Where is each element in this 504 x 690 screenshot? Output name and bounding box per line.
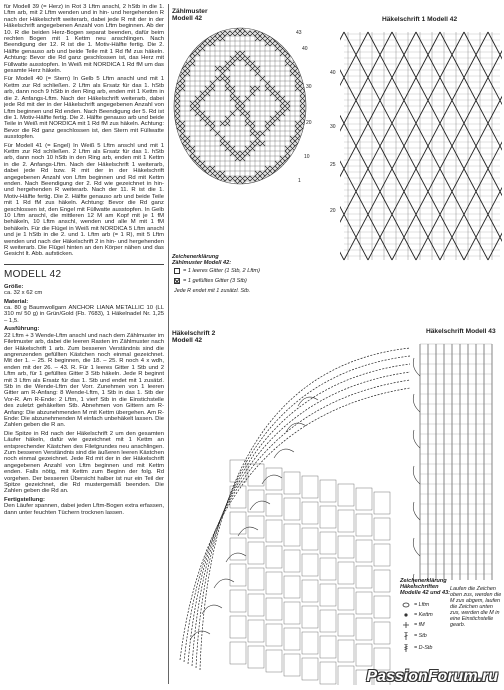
single-crochet-icon [402, 622, 410, 628]
execution-text: 22 Lftm + 3 Wende-Lftm anschl und nach dem Zählmuster im Filetmuster arb, dabei die leeren Rasten im Zählmuster nach der Häkelschrift 1 arb. Zum besseren Verständnis sind die angrenzenden gefüllten Kästchen noch einmal gezeichnet. Mit der 1. – 25. R beginnen, die 18. – 25. R noch 4 x wdh, enden mit der 26. – 43. R. Für 1 leeres Gitter 1 Stb und 2 Lftm arb, für 1 gefülltes Gitter 3 Stb häkeln. Jede R beginnt mit 3 Lftm als Ersatz für das 1. Stb und endet mit 1 zusätzl. Stb in die Wende-Lftm der Vorr. Zunehmen von 1 leeren Gitter am R-Anfang: 8 Wende-Lftm, 1 Stb in das 1. Stb der Vor-R. Am R-Ende: 2 Lftm, 1 vierf Stb in die Einstichstelle des zuletzt gehäkelten Stb. Abnehmen von Gittern am R-Anfang: Die abzunehmenden M mit Kettm übergehen. Am R-Ende: Die abzunehmenden M einfach unbehäkelt lassen. Die Zahlen geben die R an. [4, 332, 164, 429]
crossed-square-icon [174, 278, 180, 284]
model-42-heading: MODELL 42 [4, 264, 164, 280]
slip-stitch-icon [402, 612, 410, 618]
legend-note: Jede R endet mit 1 zusätzl. Stb. [174, 288, 251, 294]
instructions-model-40: Für Modell 40 (= Stern) In Gelb 5 Lftm anschl und mit 1 Kettm zur Rd schließen. 2 Lftm als Ersatz für das 1. hStb arb, dann noch 9 hStb in den Ring arb, enden mit 1 Kettm in die 2. Anfangs-Lftm. Nach der Häkelschrift weiterarb, dabei jede Rd mit der in der Häkelschrift angegebenen Anzahl von Lftm beginnen und Rd enden. Nach Beendigung der 5. Rd ist die 1. Motiv-Hälfte fertig. Die 2. Hälfte genauso arb und beide Teile in Weiß mit NORDICA mit 1 Rd fM zus häkeln. Achtung: Bevor die Rd ganz geschlossen ist, den Stern mit Füllwatte ausstopfen. [4, 76, 164, 141]
size-value: ca. 32 x 62 cm [4, 290, 43, 297]
chart-title [172, 8, 208, 23]
chart-row-num: 43 [296, 30, 302, 36]
crochet-chart-1-title: Häkelschrift 1 Modell 42 [382, 16, 458, 23]
chart-title-line1: Zählmuster [172, 8, 208, 15]
finishing-label: Fertigstellung: [4, 496, 45, 503]
instructions-model-41: Für Modell 41 (= Engel) In Weiß 5 Lftm anschl und mit 1 Kettm zur Rd schließen. 2 Lftm als Ersatz für das 1. hStb arb, dann noch 10 hStb in den Ring arb, enden mit 1 Kettm in die 2. Anfangs-Lftm. Nach der Häkelschrift 1 weiterarb, dabei jede Rd bzw. R mit der in der Häkelschrift angegebenen Anzahl von Lftm beginnen und Rd mit Kettm enden. Nach Beendigung der 2. Rd wie gezeichnet in hin- und hergehenden R weiterarb. Nach der 11. R ist die 1. Motiv-Hälfte fertig. Die 2. Hälfte genauso arb und beide Teile mit 1 Rd fM zus häkeln. Achtung: Bevor die Rd ganz geschlossen ist, den Engel mit Füllwatte ausstopfen. In Gelb 10 Lftm anschl, die mittleren 12 M am Kopf mit je 1 fM behäkeln, 10 Lftm anschl, wenden und alle M mit 1 fM behäkeln. Für die Flügel in Weiß mit NORDICA 5 Lftm anschl und je 1 hStb in die 2. und 1. Lftm arb (= 1 R), mit 5 Lftm wenden und nach der Häkelschrift 2 in hin- und hergehenden R weiterarb. Die Flügel hinten an den Körper nähen und das Gesicht lt. Abb. aufsticken. [4, 142, 164, 258]
legend-dc [402, 632, 427, 640]
instructions-model-39: für Modell 39 (= Herz) in Rot 3 Lftm anschl, 2 hStb in die 1. Lftm arb, mit 2 Lftm wenden und in hin- und hergehenden R nach der Häkelschrift weiterarb, dabei jede R mit der in der Häkelschrift angegebenen Anzahl von Lftm beginnen. Ab der 10. R die beiden Herz-Bogen separat beenden, dafür beim rechten Bogen mit 1 Kettm neu anschlingen. Nach Beendigung der 12. R ist die 1. Motiv-Hälfte fertig. Die 2. Hälfte genauso arb und beide Teile mit 1 Rd fM zus häkeln. Achtung: Bevor die Rd ganz geschlossen ist, das Herz mit Füllwatte ausstopfen. In Weiß mit NORDICA 1 Rd fM um das gesamte Herz häkeln. [4, 4, 164, 75]
instructions-column [4, 4, 164, 680]
material-value: ca. 80 g Baumwollgarn ANCHOR LIANA METALLIC 10 (LL 310 m/ 50 g) in Grün/Gold (Fb. 7683), 1 Häkelnadel Nr. 1,25 – 1,5. [4, 305, 164, 324]
chart-row-num: 10 [304, 154, 310, 160]
hs1-row-num: 20 [330, 208, 336, 214]
crochet-chart-43-title: Häkelschrift Modell 43 [426, 328, 496, 335]
legend-tr [402, 644, 432, 652]
execution-label: Ausführung: [4, 326, 40, 333]
hs2-title-line1: Häkelschrift 2 [172, 330, 216, 337]
treble-crochet-icon [402, 644, 410, 652]
material-label: Material: [4, 298, 29, 305]
legend-sc-text: = fM [414, 622, 425, 628]
watermark-logo: PassionForum.ru [366, 668, 498, 685]
crochet-chart-2 [170, 340, 420, 685]
legend-tr-text: = D-Stb [414, 645, 433, 651]
crochet-chart-43 [410, 338, 502, 586]
legend-slip [402, 612, 433, 618]
hs1-row-num: 30 [330, 124, 336, 130]
legend-title-line1: Zeichenerklärung [172, 254, 219, 260]
legend-slip-text: = Kettm [414, 612, 433, 618]
edging-text: Die Spitze in Rd nach der Häkelschrift 2 um den gesamten Läufer häkeln, dafür wie gezeichnet mit 1 Kettm an entsprechender Kästchen des Filetgrundes neu anschlingen. Zum besseren Verständnis sind die äußeren leeren Kästchen noch einmal gezeichnet. Jede Rd mit der in der Häkelschrift angegebenen Anzahl von Lftm beginnen und mit Kettm enden. Falls nötig, mit Kettm zum Beginn der folg. Rd vorgehen. Der besseren Übersicht halber ist nur ein Teil der Spitze gezeichnet, die Rd mustergemäß beenden. Die Zahlen geben die Rd an. [4, 430, 164, 495]
legend-filled-cell [174, 278, 247, 284]
legend-title-line2: Zählmuster Modell 42: [172, 260, 232, 267]
chart-row-num: 30 [306, 84, 312, 90]
hs1-row-num: 40 [330, 70, 336, 76]
crochet-chart-1 [340, 28, 502, 263]
finishing-text: Den Läufer spannen, dabei jeden Lftm-Bogen extra erfassen, dann unter feuchten Tüchern trocknen lassen. [4, 503, 164, 516]
legend-chain-text: = Lftm [414, 602, 430, 608]
chart-row-num: 20 [306, 120, 312, 126]
chart-row-num: 1 [298, 178, 301, 184]
filet-chart [170, 26, 310, 186]
symbol-legend-line1: Zeichenerklärung [400, 578, 447, 584]
legend-empty-text: = 1 leeres Gitter (1 Stb, 2 Lftm) [183, 268, 260, 274]
legend-sc [402, 622, 425, 628]
symbol-legend-line3: Modelle 42 und 43: [400, 590, 451, 597]
symbol-legend-title [400, 578, 450, 597]
symbol-legend-line2: Häkelschriften [400, 584, 439, 591]
empty-square-icon [174, 268, 180, 274]
legend-filled-text: = 1 gefülltes Gitter (3 Stb) [183, 278, 247, 284]
legend-chain [402, 602, 429, 608]
column-divider [168, 4, 169, 684]
hs1-row-num: 25 [330, 162, 336, 168]
chart-row-num: 40 [302, 46, 308, 52]
hs2-title-line2: Modell 42 [172, 337, 203, 345]
double-crochet-icon [402, 632, 410, 640]
symbol-legend-note: Laufen die Zeichen oben zus, werden die M zus abgem, laufen die Zeichen unten zus, werden die M in eine Einstichstelle gearb. [450, 586, 502, 628]
size-label: Größe: [4, 283, 24, 290]
chart-title-line2: Modell 42 [172, 15, 203, 23]
chain-stitch-icon [402, 602, 410, 608]
legend-empty-cell [174, 268, 260, 274]
legend-dc-text: = Stb [414, 633, 427, 639]
chart-legend-title [172, 254, 231, 266]
